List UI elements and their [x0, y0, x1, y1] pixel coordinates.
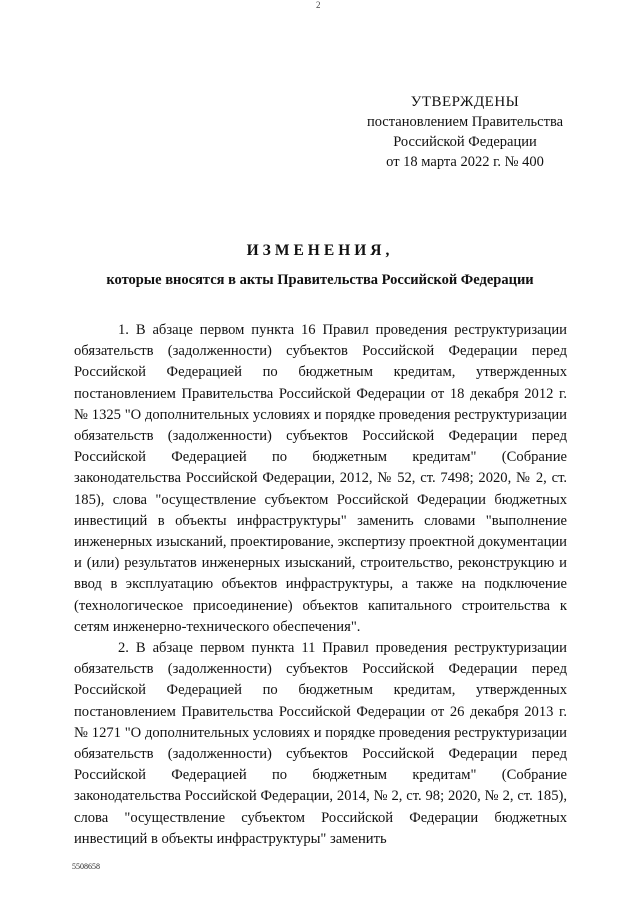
- document-heading: [0, 240, 640, 291]
- paragraph-2: 2. В абзаце первом пункта 11 Правил проведения реструктуризации обязательств (задолженности) субъектов Российской Федерации перед Российской Федерацией по бюджетным кредитам, утвержденных постановлением Правительства Российской Федерации от 26 декабря 2013 г. № 1271 "О дополнительных условиях и порядке проведения реструктуризации обязательств (задолженности) субъектов Российской Федерации перед Российской Федерацией по бюджетным кредитам" (Собрание законодательства Российской Федерации, 2014, № 2, ст. 98; 2020, № 2, ст. 185), слова "осуществление субъектом Российской Федерации бюджетных инвестиций в объекты инфраструктуры" заменить: [74, 640, 567, 847]
- document-body: [74, 320, 567, 850]
- document-title: ИЗМЕНЕНИЯ,: [246, 242, 394, 259]
- approval-block: [355, 92, 575, 172]
- document-subtitle: которые вносятся в акты Правительства Российской Федерации: [106, 272, 534, 288]
- approval-title: УТВЕРЖДЕНЫ: [410, 94, 520, 110]
- approval-line-2: Российской Федерации: [393, 134, 537, 150]
- page-number: 2: [316, 0, 321, 10]
- approval-line-3: от 18 марта 2022 г. № 400: [386, 154, 544, 170]
- approval-line-1: постановлением Правительства: [366, 114, 564, 130]
- paragraph-1: 1. В абзаце первом пункта 16 Правил проведения реструктуризации обязательств (задолженности) субъектов Российской Федерации перед Российской Федерацией по бюджетным кредитам, утвержденных постановлением Правительства Российской Федерации от 18 декабря 2012 г. № 1325 "О дополнительных условиях и порядке проведения реструктуризации обязательств (задолженности) субъектов Российской Федерации перед Российской Федерацией по бюджетным кредитам" (Собрание законодательства Российской Федерации, 2012, № 52, ст. 7498; 2020, № 2, ст. 185), слова "осуществление субъектом Российской Федерации бюджетных инвестиций в объекты инфраструктуры" заменить словами "выполнение инженерных изысканий, проектирование, экспертизу проектной документации и (или) результатов инженерных изысканий, строительство, реконструкцию и ввод в эксплуатацию объектов инфраструктуры, а также на подключение (технологическое присоединение) объектов капитального строительства к сетям инженерно-технического обеспечения".: [74, 322, 567, 635]
- document-code: 5508658: [72, 862, 100, 871]
